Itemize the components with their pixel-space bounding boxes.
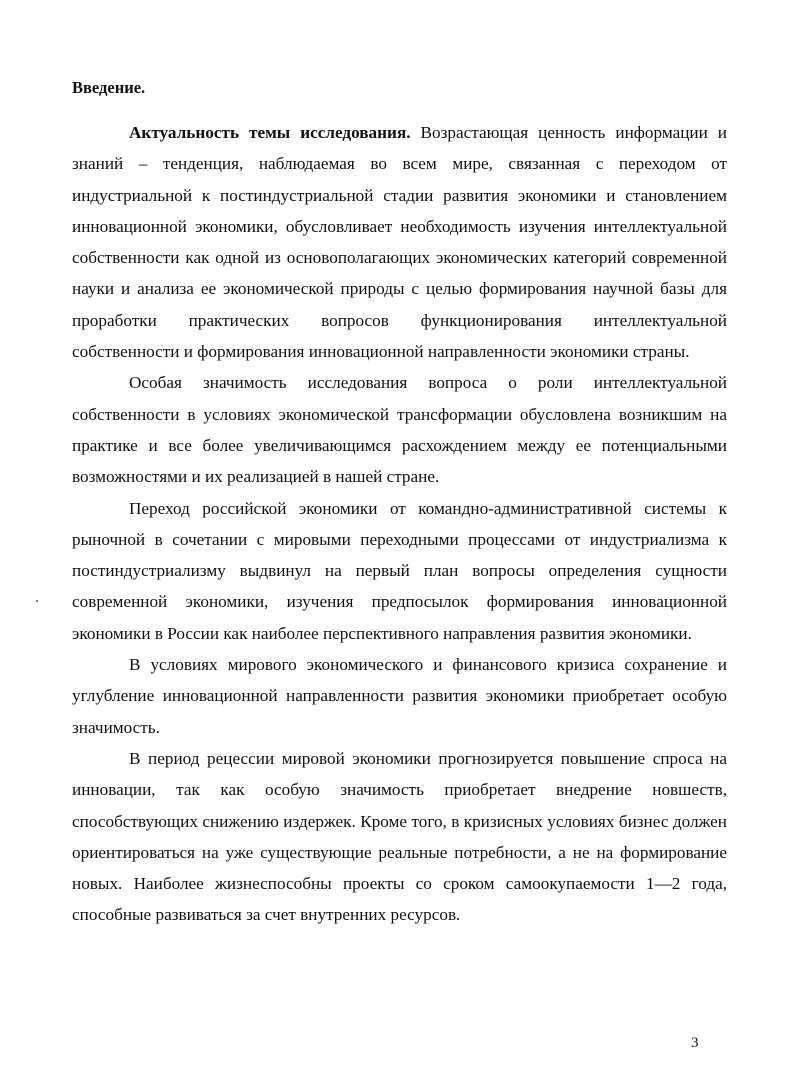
paragraph-lead-bold: Актуальность темы исследования. xyxy=(129,123,411,142)
paragraph-relevance xyxy=(72,117,727,367)
page-number: 3 xyxy=(691,1035,699,1051)
document-page xyxy=(72,72,727,931)
section-heading: Введение. xyxy=(72,78,146,97)
paragraph-text: Особая значимость исследования вопроса о роли интеллектуальной собственности в условиях экономической трансформации обусловлена возникшим на практике и все более увеличивающимся расхождением между ее потенциальными возможностями и их реализацией в нашей стране. xyxy=(72,373,727,487)
scan-speck xyxy=(36,600,38,602)
paragraph-text: Переход российской экономики от командно-административной системы к рыночной в сочетании с мировыми переходными процессами от индустриализма к постиндустриализму выдвинул на первый план вопросы определения сущности современной экономики, изучения предпосылок формирования инновационной экономики в России как наиболее перспективного направления развития экономики. xyxy=(72,498,727,643)
paragraph-transition xyxy=(72,493,727,649)
paragraph-recession xyxy=(72,743,727,931)
paragraph-significance xyxy=(72,367,727,492)
paragraph-text: В период рецессии мировой экономики прогнозируется повышение спроса на инновации, так как особую значимость приобретает внедрение новшеств, способствующих снижению издержек. Кроме того, в кризисных условиях бизнес должен ориентироваться на уже существующие реальные потребности, а не на формирование новых. Наиболее жизнеспособны проекты со сроком самоокупаемости 1—2 года, способные развиваться за счет внутренних ресурсов. xyxy=(72,748,727,925)
paragraph-crisis xyxy=(72,649,727,743)
paragraph-text: Возрастающая ценность информации и знаний – тенденция, наблюдаемая во всем мире, связанная с переходом от индустриальной к постиндустриальной стадии развития экономики и становлением инновационной экономики, обусловливает необходимость изучения интеллектуальной собственности как одной из основополагающих экономических категорий современной науки и анализа ее экономической природы с целью формирования научной базы для проработки практических вопросов функционирования интеллектуальной собственности и формирования инновационной направленности экономики страны. xyxy=(72,123,727,362)
paragraph-text: В условиях мирового экономического и финансового кризиса сохранение и углубление инновационной направленности развития экономики приобретает особую значимость. xyxy=(72,655,727,737)
